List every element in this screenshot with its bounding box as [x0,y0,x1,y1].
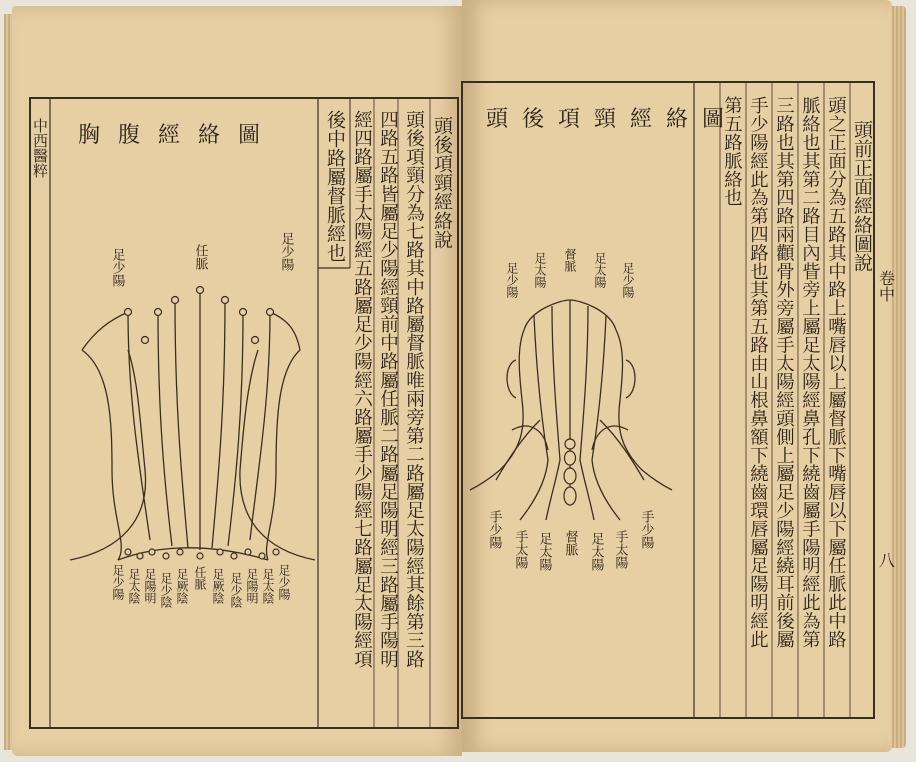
left-label-bottom-6: 任脈 [193,566,207,590]
left-text-col-1: 後中路屬督脈經也 [324,110,346,262]
right-label-bottom-1: 手少陽 [486,510,502,549]
left-label-bottom-10: 足太陰 [261,568,275,604]
neck-vertebrae [564,439,576,505]
left-text-col-3: 四路五路皆屬足少陽經頸前中路屬任脈二路屬足陽明經三路屬手陽明 [377,110,399,668]
right-label-bottom-4: 督脈 [562,530,578,556]
left-margin-title: 中西醫粹 [31,118,49,178]
left-label-bottom-5: 足厥陰 [175,568,189,604]
left-label-bottom-11: 足少陽 [277,564,291,600]
right-label-top-3: 督脈 [563,248,577,272]
left-label-bottom-2: 足太陰 [127,568,141,604]
left-label-bottom-1: 足少陽 [111,564,125,600]
right-label-top-2: 足太陽 [533,252,547,288]
left-label-top-2: 任脈 [192,244,208,270]
right-label-top-4: 足太陽 [593,252,607,288]
right-label-bottom-3: 足太陽 [536,532,552,571]
left-text-col-4: 頭後項頸分為七路其中路屬督脈唯兩旁第二路屬足太陽經其餘第三路 [403,110,425,668]
right-text-col-2: 頭之正面分為五路其中路上嘴唇以上屬督脈下嘴唇以下屬任脈此中路 [825,96,847,648]
right-text-col-1: 頭前正面經絡圖說 [851,120,873,272]
left-text [324,110,453,669]
right-bottom-labels [487,510,655,572]
right-top-labels [505,247,635,298]
chest-meridian-points [125,287,280,560]
right-figure-title: 頭後項頸經絡圖 [486,107,739,132]
left-label-bottom-7: 足厥陰 [211,568,225,604]
right-label-bottom-6: 手太陽 [612,530,628,569]
left-bottom-labels [111,564,291,609]
left-label-top-3: 足少陽 [278,232,294,271]
right-text-col-5: 手少陽經此為第四路也其第五路由山根鼻額下繞齒環唇屬足陽明經此 [747,96,769,648]
right-text-col-6: 第五路脈絡也 [721,96,743,207]
right-label-top-1: 足少陽 [505,262,519,298]
right-label-bottom-7: 手少陽 [638,510,654,549]
left-label-bottom-8: 足少陰 [229,572,243,608]
left-figure-title: 胸腹經絡圖 [78,123,279,148]
left-label-bottom-3: 足陽明 [143,568,157,604]
left-label-top-1: 足少陽 [109,248,125,287]
page-number: 八 [876,552,896,568]
left-text-col-2: 經四路屬手太陽經五路屬足少陽經六路屬手少陽經七路屬足太陽經項 [351,110,373,668]
right-label-bottom-5: 足太陽 [588,532,604,571]
left-text-col-5: 頭後項頸經絡說 [431,116,453,249]
right-margin-title: 卷中 [876,270,896,302]
left-label-bottom-4: 足少陰 [159,572,173,608]
right-label-bottom-2: 手太陽 [512,530,528,569]
chest-meridian-diagram [70,290,315,560]
left-label-bottom-9: 足陽明 [245,568,259,604]
right-label-top-5: 足少陽 [621,262,635,298]
right-text-col-3: 脈絡也其第二路目內眥旁上屬足太陽經鼻孔下繞齒屬手陽明經此為第 [799,96,821,648]
right-text-col-4: 三路也其第四路兩顴骨外旁屬手太陽經頭側上屬足少陽經繞耳前後屬 [773,96,795,648]
